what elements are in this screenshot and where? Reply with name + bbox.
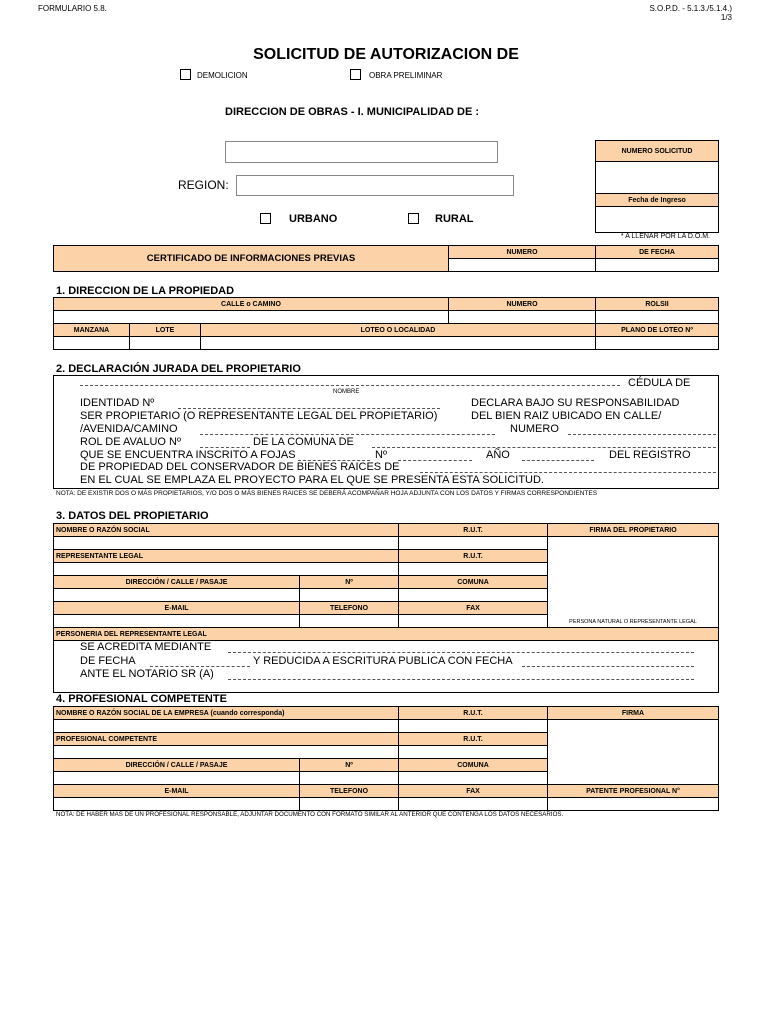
s3-email-field[interactable] <box>53 614 300 628</box>
form-ref: S.O.P.D. - 5.1.3./5.1.4.) <box>649 4 732 13</box>
demolicion-label: DEMOLICION <box>197 71 248 80</box>
declara-text: DECLARA BAJO SU RESPONSABILIDAD <box>471 397 680 409</box>
s3-comuna-field[interactable] <box>398 588 548 602</box>
persona-caption: PERSONA NATURAL O REPRESENTANTE LEGAL <box>569 619 697 625</box>
fecha-ingreso-header: Fecha de Ingreso <box>595 193 719 207</box>
ser-text: SER PROPIETARIO (O REPRESENTANTE LEGAL DEL PROPIETARIO) <box>80 410 438 422</box>
s3-n-header: Nº <box>299 575 399 589</box>
s4-patente-field[interactable] <box>547 797 719 811</box>
urbano-label: URBANO <box>289 213 338 225</box>
nombre-caption: NOMBRE <box>333 389 360 395</box>
reducida-label: Y REDUCIDA A ESCRITURA PUBLICA CON FECHA <box>253 655 513 667</box>
cip-numero-field[interactable] <box>448 258 596 272</box>
comuna-label: DE LA COMUNA DE <box>253 436 354 448</box>
section-1-title: 1. DIRECCION DE LA PROPIEDAD <box>56 285 235 297</box>
personeria-header: PERSONERIA DEL REPRESENTANTE LEGAL <box>53 627 719 641</box>
s4-rut-header: R.U.T. <box>398 706 548 720</box>
s4-prof-header: PROFESIONAL COMPETENTE <box>53 732 399 746</box>
s4-comuna-field[interactable] <box>398 771 548 785</box>
region-label: REGION: <box>178 178 229 192</box>
s2-note: NOTA: DE EXISTIR DOS O MÁS PROPIETARIOS, Y/O DOS O MÁS BIENES RAICES SE DEBERÁ ACOMPAÑAR HOJA ADJUNTA CON LOS DATOS Y FIRMAS CORRESPONDIENTES <box>56 490 598 497</box>
s4-note: NOTA: DE HABER MAS DE UN PROFESIONAL RESPONSABLE, ADJUNTAR DOCUMENTO CON FORMATO SIMILAR AL ANTERIOR QUE CONTENGA LOS DATOS NECESARIOS. <box>56 811 564 818</box>
s4-comuna-header: COMUNA <box>398 758 548 772</box>
identidad-line[interactable] <box>178 408 440 409</box>
s4-firma-field[interactable] <box>547 719 719 785</box>
s4-n-field[interactable] <box>299 771 399 785</box>
s4-firma-header: FIRMA <box>547 706 719 720</box>
rural-checkbox[interactable] <box>408 213 419 224</box>
nombre-line[interactable] <box>80 385 620 386</box>
s3-direccion-field[interactable] <box>53 588 300 602</box>
fecha-label: DE FECHA <box>80 655 136 667</box>
s4-patente-header: PATENTE PROFESIONAL N° <box>547 784 719 798</box>
s3-rep-field[interactable] <box>53 562 399 576</box>
numero-field[interactable] <box>448 310 596 324</box>
s4-prof-rut-field[interactable] <box>398 745 548 759</box>
s4-telefono-header: TELEFONO <box>299 784 399 798</box>
cedula-label: CÉDULA DE <box>628 377 691 389</box>
conservador-line[interactable] <box>420 472 716 473</box>
s3-rut-header: R.U.T. <box>398 523 548 537</box>
numero-label: NUMERO <box>510 423 559 435</box>
cip-label: CERTIFICADO DE INFORMACIONES PREVIAS <box>53 245 449 272</box>
s4-n-header: Nº <box>299 758 399 772</box>
urbano-checkbox[interactable] <box>260 213 271 224</box>
s3-fax-header: FAX <box>398 601 548 615</box>
registro-label: DEL REGISTRO <box>609 449 691 461</box>
numero-line[interactable] <box>568 434 716 435</box>
acredita-label: SE ACREDITA MEDIANTE <box>80 641 212 653</box>
lote-field[interactable] <box>129 336 201 350</box>
s3-fax-field[interactable] <box>398 614 548 628</box>
s4-fax-header: FAX <box>398 784 548 798</box>
anio-label: AÑO <box>486 449 510 461</box>
propiedad-label: DE PROPIEDAD DEL CONSERVADOR DE BIENES RAICES DE <box>80 461 400 473</box>
avenida-line[interactable] <box>200 434 495 435</box>
rol-label: ROL DE AVALUO Nº <box>80 436 182 448</box>
anio-line[interactable] <box>522 460 594 461</box>
s3-nombre-field[interactable] <box>53 536 399 550</box>
s3-telefono-header: TELEFONO <box>299 601 399 615</box>
plano-header: PLANO DE LOTEO Nº <box>595 323 719 337</box>
s3-direccion-header: DIRECCIÓN / CALLE / PASAJE <box>53 575 300 589</box>
notario-line[interactable] <box>228 679 694 680</box>
rol-header: ROLSII <box>595 297 719 311</box>
lote-header: LOTE <box>129 323 201 337</box>
s3-firma-header: FIRMA DEL PROPIETARIO <box>547 523 719 537</box>
s4-prof-rut-header: R.U.T. <box>398 732 548 746</box>
numero-solicitud-header: NUMERO SOLICITUD <box>595 140 719 162</box>
reducida-line[interactable] <box>522 666 694 667</box>
s3-email-header: E-MAIL <box>53 601 300 615</box>
n-label: Nº <box>375 449 387 461</box>
notario-label: ANTE EL NOTARIO SR (A) <box>80 668 214 680</box>
s4-fax-field[interactable] <box>398 797 548 811</box>
s3-rep-rut-header: R.U.T. <box>398 549 548 563</box>
s4-empresa-header: NOMBRE O RAZÓN SOCIAL DE LA EMPRESA (cuando corresponda) <box>53 706 399 720</box>
s4-email-field[interactable] <box>53 797 300 811</box>
s4-direccion-field[interactable] <box>53 771 300 785</box>
identidad-label: IDENTIDAD Nº <box>80 397 155 409</box>
n-line[interactable] <box>398 460 472 461</box>
comuna-line[interactable] <box>372 447 716 448</box>
bien-text: DEL BIEN RAIZ UBICADO EN CALLE/ <box>471 410 662 422</box>
form-id: FORMULARIO 5.8. <box>38 4 107 13</box>
s4-prof-field[interactable] <box>53 745 399 759</box>
calle-field[interactable] <box>53 310 449 324</box>
section-2-title: 2. DECLARACIÓN JURADA DEL PROPIETARIO <box>56 363 301 375</box>
s3-comuna-header: COMUNA <box>398 575 548 589</box>
rural-label: RURAL <box>435 213 474 225</box>
s4-empresa-field[interactable] <box>53 719 399 733</box>
s3-rep-rut-field[interactable] <box>398 562 548 576</box>
s3-n-field[interactable] <box>299 588 399 602</box>
page-number: 1/3 <box>720 13 732 22</box>
s4-telefono-field[interactable] <box>299 797 399 811</box>
acredita-line[interactable] <box>228 652 694 653</box>
rol-line[interactable] <box>200 447 250 448</box>
s3-telefono-field[interactable] <box>299 614 399 628</box>
demolicion-checkbox[interactable] <box>180 69 191 80</box>
llenar-dom-note: * A LLENAR POR LA D.O.M. <box>620 233 710 240</box>
loteo-header: LOTEO O LOCALIDAD <box>200 323 596 337</box>
municipalidad-input[interactable] <box>225 141 498 163</box>
fecha-ingreso-field[interactable] <box>595 206 719 233</box>
manzana-header: MANZANA <box>53 323 130 337</box>
s4-direccion-header: DIRECCIÓN / CALLE / PASAJE <box>53 758 300 772</box>
calle-header: CALLE o CAMINO <box>53 297 449 311</box>
emplaza-text: EN EL CUAL SE EMPLAZA EL PROYECTO PARA EL QUE SE PRESENTA ESTA SOLICITUD. <box>80 474 544 486</box>
s3-rep-header: REPRESENTANTE LEGAL <box>53 549 399 563</box>
numero-header: NUMERO <box>448 297 596 311</box>
avenida-label: /AVENIDA/CAMINO <box>80 423 178 435</box>
s3-firma-field[interactable] <box>547 536 719 628</box>
rol-field[interactable] <box>595 310 719 324</box>
s4-rut-field[interactable] <box>398 719 548 733</box>
plano-field[interactable] <box>595 336 719 350</box>
s3-nombre-header: NOMBRE O RAZÓN SOCIAL <box>53 523 399 537</box>
cip-numero-header: NUMERO <box>448 245 596 259</box>
section-4-title: 4. PROFESIONAL COMPETENTE <box>56 693 227 705</box>
section-3-title: 3. DATOS DEL PROPIETARIO <box>56 510 209 522</box>
obra-preliminar-checkbox[interactable] <box>350 69 361 80</box>
cip-fecha-header: DE FECHA <box>595 245 719 259</box>
numero-solicitud-field[interactable] <box>595 161 719 194</box>
obra-preliminar-label: OBRA PRELIMINAR <box>369 71 443 80</box>
s4-email-header: E-MAIL <box>53 784 300 798</box>
region-input[interactable] <box>236 175 514 196</box>
cip-fecha-field[interactable] <box>595 258 719 272</box>
page-title: SOLICITUD DE AUTORIZACION DE <box>253 46 519 63</box>
direccion-obras-label: DIRECCION DE OBRAS - I. MUNICIPALIDAD DE : <box>225 106 480 118</box>
inscrito-label: QUE SE ENCUENTRA INSCRITO A FOJAS <box>80 449 296 461</box>
s3-rut-field[interactable] <box>398 536 548 550</box>
loteo-field[interactable] <box>200 336 596 350</box>
fecha-line[interactable] <box>150 666 250 667</box>
manzana-field[interactable] <box>53 336 130 350</box>
